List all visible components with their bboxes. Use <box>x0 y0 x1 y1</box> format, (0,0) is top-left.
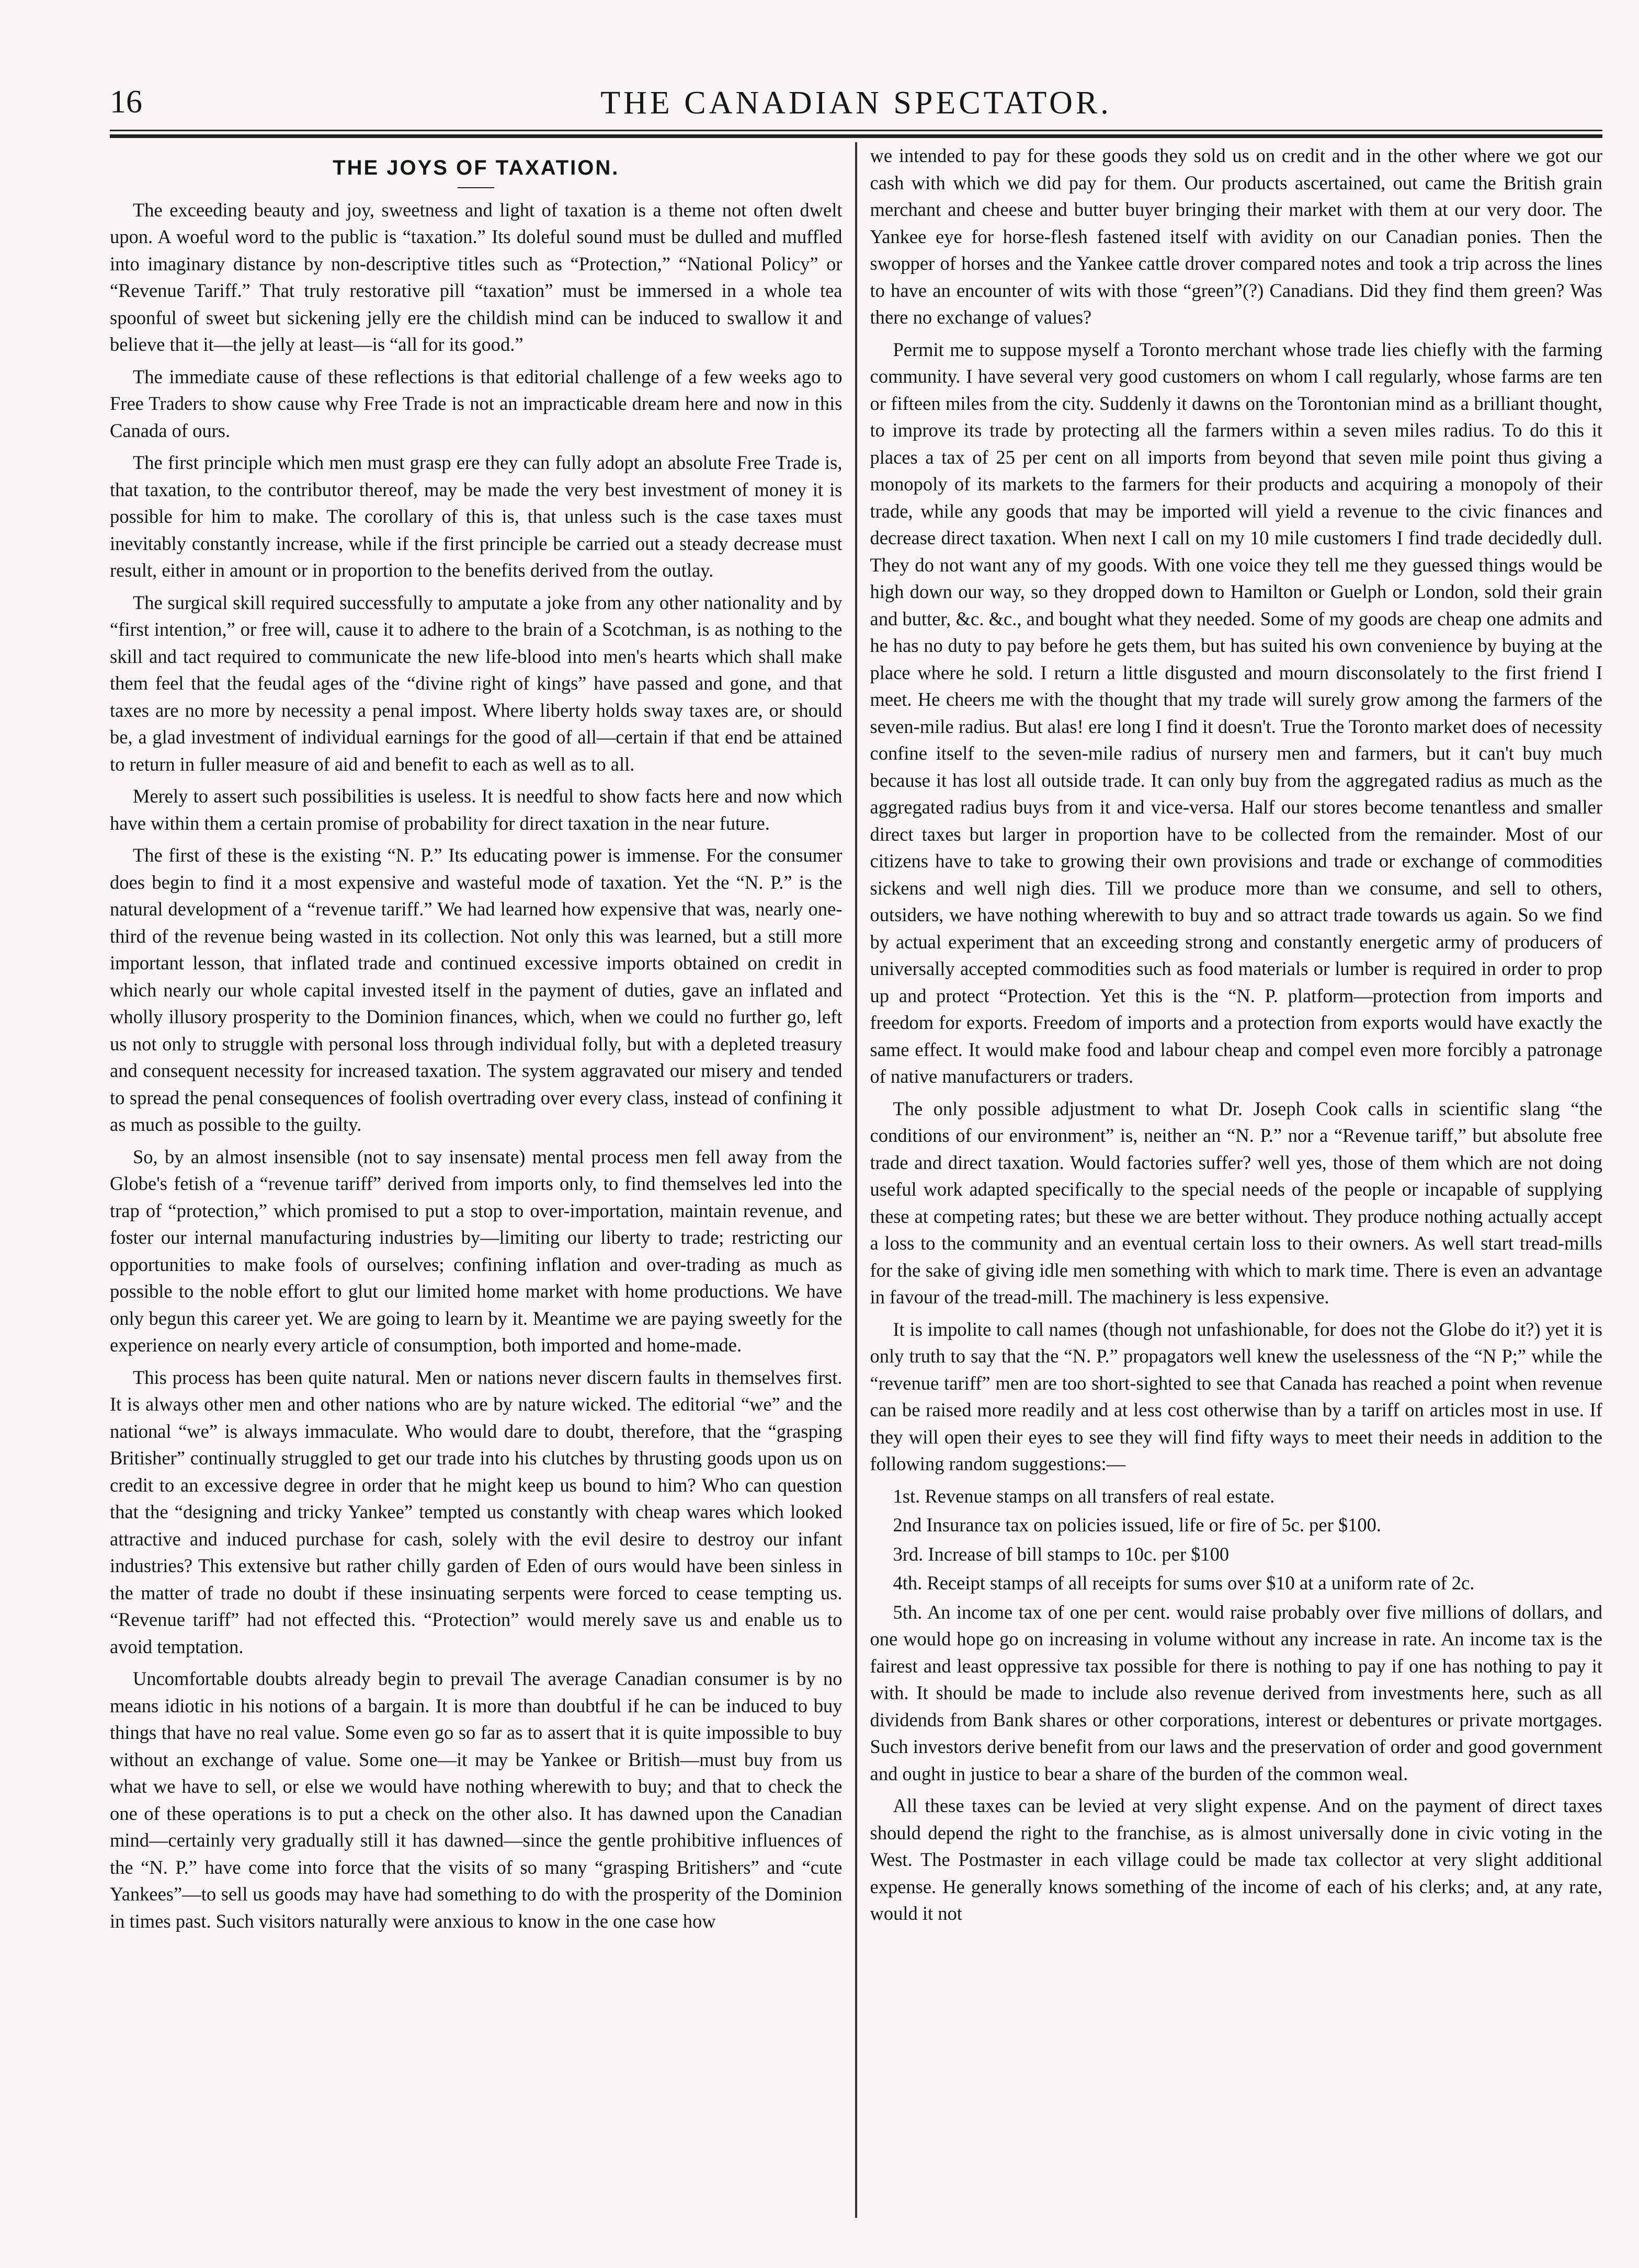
header-rule-thick <box>110 134 1602 138</box>
article-title: THE JOYS OF TAXATION. <box>333 156 620 179</box>
paragraph: All these taxes can be levied at very slight expense. And on the payment of direct taxes should depend the right to the franchise, as is almost universally done in civic voting in the West. The Postmaster in each village could be made tax collector at very slight additional expense. He generally knows something of the income of each of his clerks; and, at any rate, would it not <box>870 1795 1602 1924</box>
article-columns <box>110 142 1602 2218</box>
suggestion-item: 5th. An income tax of one per cent. would raise probably over five millions of dollars, and one would hope go on increasing in volume without any increase in rate. An income tax is the fairest and least oppressive tax possible for there is nothing to pay if one has nothing to pay it with. It should be made to include also revenue derived from investments here, such as all dividends from Bank shares or other corporations, interest or debentures or private mortgages. Such investors derive benefit from our laws and the preservation of order and good government and ought in justice to bear a share of the burden of the common weal. <box>870 1601 1602 1784</box>
left-column <box>110 142 843 2218</box>
page-header <box>110 78 1602 129</box>
paragraph: The only possible adjustment to what Dr. Joseph Cook calls in scientific slang “the conditions of our environment” is, neither an “N. P.” nor a “Revenue tariff,” but absolute free trade and direct taxation. Would factories suffer? well yes, those of them which are not doing useful work adapted specifically to the special needs of the people or incapable of supplying these at competing rates; but these we are better without. They produce nothing actually accept a loss to the community and an eventual certain loss to their owners. As well start tread-mills for the sake of giving idle men something with which to mark time. There is even an advantage in favour of the tread-mill. The machinery is less expensive. <box>870 1097 1602 1308</box>
paragraph: The first principle which men must grasp ere they can fully adopt an absolute Free Trade is, that taxation, to the contributor thereof, may be made the very best investment of money it is possible for him to make. The corollary of this is, that unless such is the case taxes must inevitably constantly increase, while if the first principle be carried out a steady decrease must result, either in amount or in proportion to the benefits derived from the outlay. <box>110 452 843 581</box>
suggestion-item: 1st. Revenue stamps on all transfers of real estate. <box>893 1485 1275 1507</box>
page-number: 16 <box>110 84 142 120</box>
paragraph: It is impolite to call names (though not unfashionable, for does not the Globe do it?) yet it is only truth to say that the “N. P.” propagators well knew the uselessness of the “N P;” while the “revenue tariff” men are too short-sighted to see that Canada has reached a point when revenue can be raised more readily and at less cost otherwise than by a tariff on articles most in use. If they will open their eyes to see they will find fifty ways to meet their needs in addition to the following random suggestions:— <box>870 1318 1602 1474</box>
title-rule <box>458 187 494 188</box>
masthead-title: THE CANADIAN SPECTATOR. <box>600 85 1112 121</box>
suggestion-item: 3rd. Increase of bill stamps to 10c. per $100 <box>893 1543 1230 1565</box>
paragraph: Uncomfortable doubts already begin to prevail The average Canadian consumer is by no means idiotic in his notions of a bargain. It is more than doubtful if he can be induced to buy things that have no real value. Some even go so far as to assert that it is quite impossible to buy without an exchange of value. Some one—it may be Yankee or British—must buy from us what we have to sell, or else we would have nothing wherewith to buy; and that to check the one of these operations is to put a check on the other also. It has dawned upon the Canadian mind—certainly very gradually still it has dawned—since the gentle prohibitive influences of the “N. P.” have come into force that the visits of so many “grasping Britishers” and “cute Yankees”—to sell us goods may have had something to do with the prosperity of the Dominion in times past. Such visitors naturally were anxious to know in the one case how <box>110 1668 843 1932</box>
paragraph: The immediate cause of these reflections is that editorial challenge of a few weeks ago to Free Traders to show cause why Free Trade is not an impracticable dream here and now in this Canada of ours. <box>110 365 843 441</box>
column-divider <box>855 142 857 2218</box>
paragraph: Permit me to suppose myself a Toronto merchant whose trade lies chiefly with the farming community. I have several very good customers on whom I call regularly, whose farms are ten or fifteen miles from the city. Suddenly it dawns on the Torontonian mind as a brilliant thought, to improve its trade by protecting all the farmers within a seven miles radius. To do this it places a tax of 25 per cent on all imports from beyond that seven mile point thus giving a monopoly of its markets to the farmers for their products and acquiring a monopoly of their trade, while any goods that may be imported will yield a revenue to the civic finances and decrease direct taxation. When next I call on my 10 mile customers I find trade decidedly dull. They do not want any of my goods. With one voice they tell me they guessed things would be high down our way, so they dropped down to Hamilton or Guelph or London, sold their grain and butter, &c. &c., and bought what they needed. Some of my goods are cheap one admits and he has no duty to pay before he gets them, but has suited his own convenience by buying at the place where he sold. I return a little disgusted and mourn disconsolately to the first friend I meet. He cheers me with the thought that my trade will surely grow among the farmers of the seven-mile radius. But alas! ere long I find it doesn't. True the Toronto market does of necessity confine itself to the seven-mile radius of nursery men and farmers, but it can't buy much because it has lost all outside trade. It can only buy from the aggregated radius as much as the aggregated radius buys from it and vice-versa. Half our stores become tenantless and smaller direct taxes but larger in proportion have to be collected from the remainder. Most of our citizens have to take to growing their own provisions and trade or exchange of commodities sickens and well nigh dies. Till we produce more than we consume, and sell to others, outsiders, we have nothing wherewith to buy and so attract trade towards us again. So we find by actual experiment that an exceeding strong and constantly energetic army of producers of universally accepted commodities such as food materials or lumber is required in order to prop up and protect “Protection. Yet this is the “N. P. platform—protection from imports and freedom for exports. Freedom of imports and a protection from exports would have exactly the same effect. It would make food and labour cheap and compel even more forcibly a patronage of native manufacturers or traders. <box>870 338 1602 1087</box>
paragraph: This process has been quite natural. Men or nations never discern faults in themselves first. It is always other men and other nations who are by nature wicked. The editorial “we” and the national “we” is always immaculate. Who would dare to doubt, therefore, that the “grasping Britisher” continually struggled to get our trade into his clutches by thrusting goods upon us on credit to an excessive degree in order that he might keep us bound to him? Who can question that the “designing and tricky Yankee” tempted us constantly with cheap wares which looked attractive and induced purchase for cash, solely with the evil desire to destroy our infant industries? This extensive but rather chilly garden of Eden of ours would have been sinless in the matter of trade no doubt if these insinuating serpents were forced to cease tempting us. “Revenue tariff” had not effected this. “Protection” would merely save us and enable us to avoid temptation. <box>110 1366 843 1657</box>
paragraph: The exceeding beauty and joy, sweetness and light of taxation is a theme not often dwelt upon. A woeful word to the public is “taxation.” Its doleful sound must be dulled and muffled into imaginary distance by non-descriptive titles such as “Protection,” “National Policy” or “Revenue Tariff.” That truly restorative pill “taxation” must be immersed in a whole tea spoonful of sweet but sickening jelly ere the childish mind can be induced to swallow it and believe that it—the jelly at least—is “all for its good.” <box>110 199 843 355</box>
paragraph: The first of these is the existing “N. P.” Its educating power is immense. For the consumer does begin to find it a most expensive and wasteful mode of taxation. Yet the “N. P.” is the natural development of a “revenue tariff.” We had learned how expensive that was, nearly one-third of the revenue being wasted in its collection. Not only this was learned, but a still more important lesson, that inflated trade and continued excessive imports obtained on credit in which nearly our whole capital invested itself in the payment of duties, gave an inflated and wholly illusory prosperity to the Dominion finances, which, when we could no further go, left us not only to struggle with personal loss through individual folly, but with a depleted treasury and consequent necessity for increased taxation. The system aggravated our misery and tended to spread the penal consequences of foolish overtrading over every class, instead of confining it as much as possible to the guilty. <box>110 844 843 1135</box>
paragraph: Merely to assert such possibilities is useless. It is needful to show facts here and now which have within them a certain promise of probability for direct taxation in the near future. <box>110 785 843 834</box>
paragraph: The surgical skill required successfully to amputate a joke from any other nationality and by “first intention,” or free will, cause it to adhere to the brain of a Scotchman, is as nothing to the skill and tact required to communicate the new life-blood into men's hearts which shall make them feel that the feudal ages of the “divine right of kings” have passed and gone, and that taxes are no more by necessity a penal impost. Where liberty holds sway taxes are, or should be, a glad investment of individual earnings for the good of all—certain if that end be attained to return in fuller measure of aid and benefit to each as well as to all. <box>110 591 843 775</box>
paragraph: So, by an almost insensible (not to say insensate) mental process men fell away from the Globe's fetish of a “revenue tariff” derived from imports only, to find themselves led into the trap of “protection,” which promised to put a stop to over-importation, maintain revenue, and foster our internal manufacturing industries by—limiting our liberty to trade; restricting our opportunities to make fools of ourselves; confining inflation and over-trading as much as possible to the noble effort to glut our limited home market with home productions. We have only begun this career yet. We are going to learn by it. Meantime we are paying sweetly for the experience on nearly every article of consumption, both imported and home-made. <box>110 1146 843 1356</box>
right-column <box>870 142 1603 2218</box>
suggestion-item: 4th. Receipt stamps of all receipts for sums over $10 at a uniform rate of 2c. <box>893 1572 1475 1594</box>
suggestion-item: 2nd Insurance tax on policies issued, life or fire of 5c. per $100. <box>893 1514 1382 1536</box>
header-rule-thin <box>110 130 1602 131</box>
paragraph: we intended to pay for these goods they sold us on credit and in the other where we got our cash with which we did pay for them. Our products ascertained, out came the British grain merchant and cheese and butter buyer bringing their market with them at our very door. The Yankee eye for horse-flesh fastened itself with avidity on our Canadian ponies. Then the swopper of horses and the Yankee cattle drover compared notes and took a trip across the lines to have an encounter of wits with those “green”(?) Canadians. Did they find them green? Was there no exchange of values? <box>870 145 1602 328</box>
